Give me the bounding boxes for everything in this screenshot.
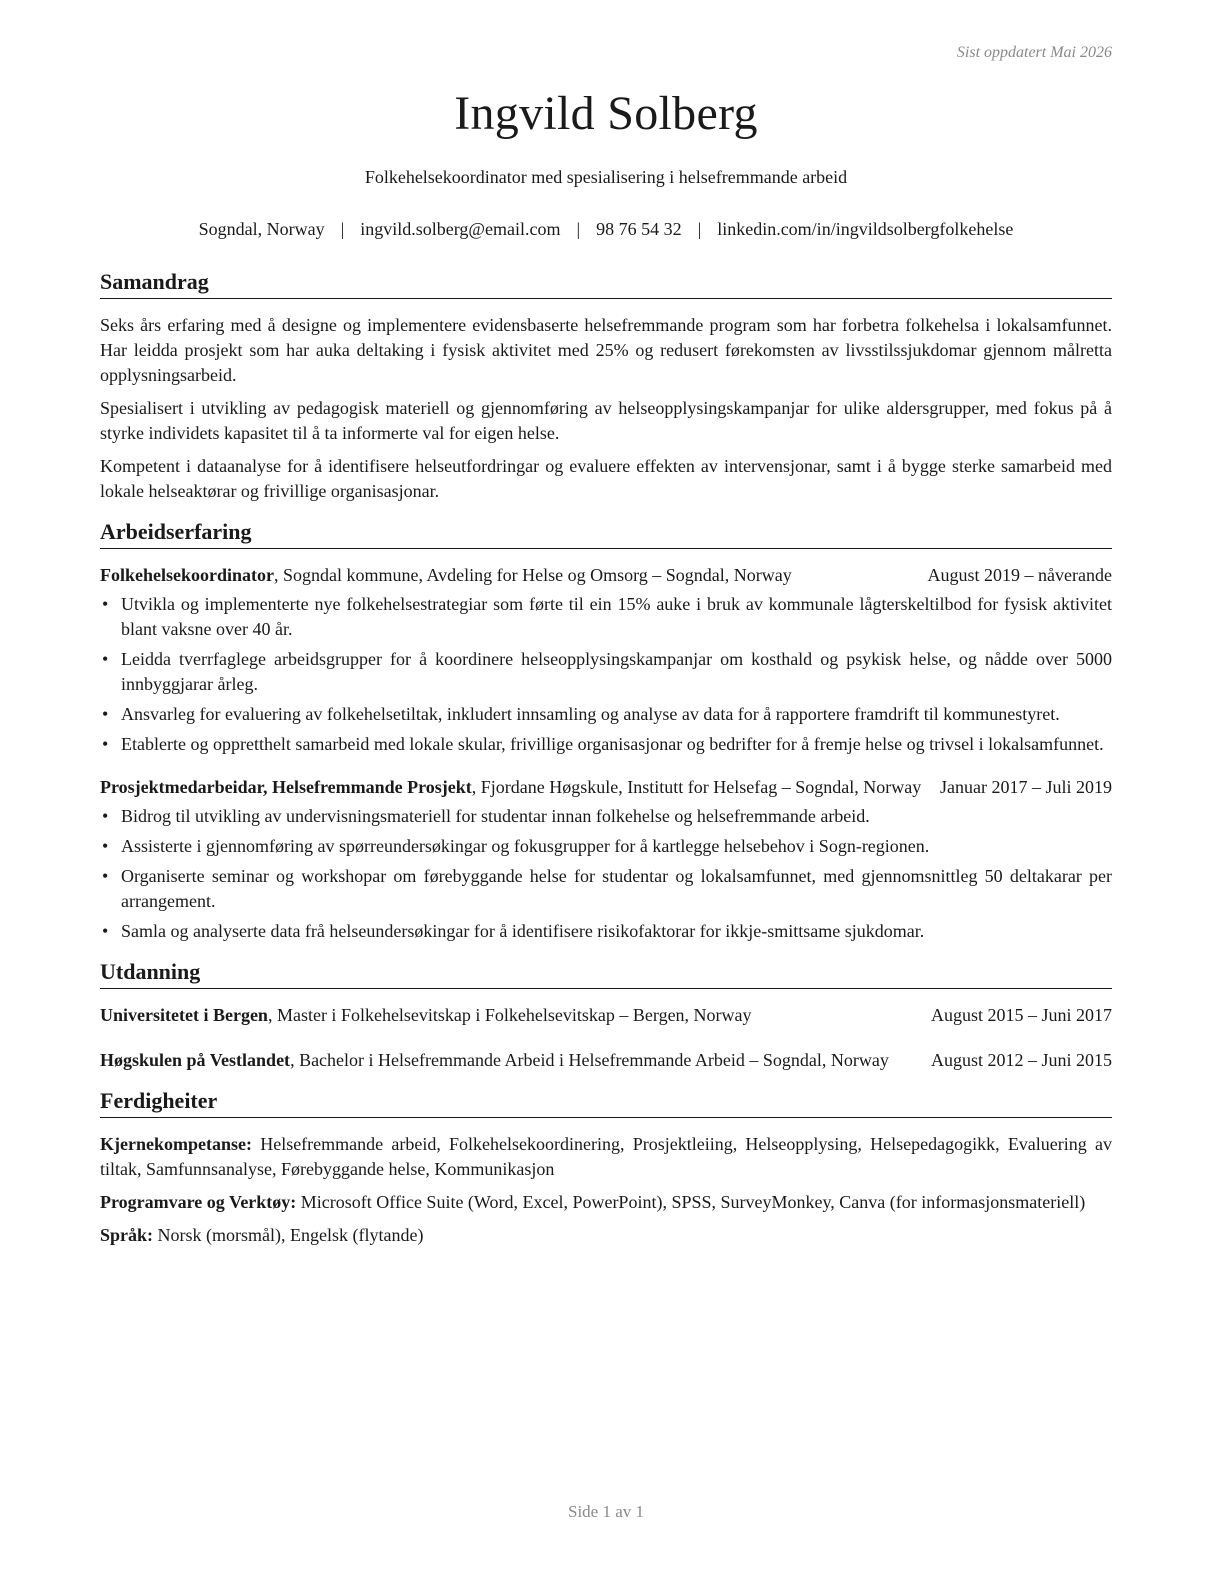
- education-school: Universitetet i Bergen: [100, 1005, 268, 1025]
- list-item: • Utvikla og implementerte nye folkehelsestrategiar som førte til ein 15% auke i bruk av kommunale lågterskeltilbod for fysisk aktivitet blant vaksne over 40 år.: [100, 592, 1112, 642]
- skill-line: [100, 1190, 1112, 1215]
- list-item: • Samla og analyserte data frå helseundersøkingar for å identifisere risikofaktorar for ikkje-smittsame sjukdomar.: [100, 919, 1112, 944]
- section-heading-skills: Ferdigheiter: [100, 1087, 1112, 1118]
- job-date: August 2019 – nåverande: [927, 565, 1112, 585]
- page-number: Side 1 av 1: [567, 1502, 645, 1521]
- contact-linkedin[interactable]: linkedin.com/in/ingvildsolbergfolkehelse: [717, 219, 1014, 239]
- skill-line: [100, 1132, 1112, 1182]
- contact-email[interactable]: ingvild.solberg@email.com: [360, 219, 561, 239]
- resume-page: [100, 0, 1112, 1584]
- skill-label: Programvare og Verktøy:: [100, 1192, 297, 1212]
- section-heading-experience: Arbeidserfaring: [100, 518, 1112, 549]
- summary-paragraph: Kompetent i dataanalyse for å identifisere helseutfordringar og evaluere effekten av intervensjonar, samt i å bygge sterke samarbeid med lokale helseaktørar og frivillige organisasjonar.: [100, 456, 1112, 501]
- job-title-line: [100, 775, 940, 800]
- job-title-line: [100, 563, 928, 588]
- education-line: [100, 1003, 931, 1028]
- section-heading-education: Utdanning: [100, 958, 1112, 989]
- education-degree: , Master i Folkehelsevitskap i Folkehelsevitskap – Bergen, Norway: [267, 1005, 752, 1025]
- contact-separator: |: [697, 219, 702, 239]
- job-subtitle: Folkehelsekoordinator med spesialisering i helsefremmande arbeid: [364, 167, 848, 187]
- job-title: Prosjektmedarbeidar, Helsefremmande Prosjekt: [100, 777, 472, 797]
- contact-phone: 98 76 54 32: [596, 219, 682, 239]
- person-name: Ingvild Solberg: [454, 87, 758, 140]
- job-title: Folkehelsekoordinator: [100, 565, 274, 585]
- job-entry: [100, 775, 1112, 944]
- skill-text: Norsk (morsmål), Engelsk (flytande): [153, 1225, 424, 1245]
- contact-location: Sogndal, Norway: [198, 219, 325, 239]
- job-employer: , Sogndal kommune, Avdeling for Helse og Omsorg – Sogndal, Norway: [274, 565, 792, 585]
- education-line: [100, 1048, 931, 1073]
- education-school: Høgskulen på Vestlandet: [100, 1050, 291, 1070]
- list-item: • Ansvarleg for evaluering av folkehelsetiltak, inkludert innsamling og analyse av data for å rapportere framdrift til kommunestyret.: [100, 702, 1112, 727]
- experience-section: [100, 518, 1112, 944]
- education-entry: [100, 1003, 1112, 1028]
- education-section: [100, 958, 1112, 1073]
- job-employer: , Fjordane Høgskule, Institutt for Helsefag – Sogndal, Norway: [471, 777, 922, 797]
- job-header: [100, 775, 1112, 800]
- contact-separator: |: [576, 219, 581, 239]
- education-date: August 2015 – Juni 2017: [930, 1005, 1112, 1025]
- skills-section: [100, 1087, 1112, 1248]
- skill-label: Kjernekompetanse:: [100, 1134, 252, 1154]
- skill-text: Helsefremmande arbeid, Folkehelsekoordinering, Prosjektleiing, Helseopplysing, Helsepedagogikk, Evaluering av tiltak, Samfunnsanalyse, Førebyggande helse, Kommunikasjon: [100, 1134, 1112, 1179]
- list-item: • Organiserte seminar og workshopar om førebyggande helse for studentar og lokalsamfunnet, med gjennomsnittleg 50 deltakarar per arrangement.: [100, 864, 1112, 914]
- list-item: • Etablerte og oppretthelt samarbeid med lokale skular, frivillige organisasjonar og bedrifter for å fremje helse og trivsel i lokalsamfunnet.: [100, 732, 1112, 757]
- contact-separator: |: [340, 219, 345, 239]
- section-heading-summary: Samandrag: [100, 268, 1112, 299]
- contact-line: [60, 219, 1152, 240]
- education-date: August 2012 – Juni 2015: [930, 1050, 1112, 1070]
- skill-label: Språk:: [100, 1225, 154, 1245]
- last-updated: Sist oppdatert Mai 2026: [956, 44, 1112, 61]
- list-item: • Assisterte i gjennomføring av spørreundersøkingar og fokusgrupper for å kartlegge helsebehov i Sogn-regionen.: [100, 834, 1112, 859]
- job-entry: [100, 563, 1112, 757]
- summary-paragraph: Spesialisert i utvikling av pedagogisk materiell og gjennomføring av helseopplysingskampanjar for ulike aldersgrupper, med fokus på å styrke individets kapasitet til å ta informerte val for eigen helse.: [100, 398, 1112, 443]
- skill-text: Microsoft Office Suite (Word, Excel, PowerPoint), SPSS, SurveyMonkey, Canva (for informasjonsmateriell): [296, 1192, 1086, 1212]
- list-item: • Bidrog til utvikling av undervisningsmateriell for studentar innan folkehelse og helsefremmande arbeid.: [100, 804, 1112, 829]
- summary-section: [100, 268, 1112, 504]
- skill-line: [100, 1223, 1112, 1248]
- resume-content: [100, 268, 1112, 1262]
- list-item: • Leidda tverrfaglege arbeidsgrupper for å koordinere helseopplysingskampanjar om kosthald og psykisk helse, og nådde over 5000 innbyggjarar årleg.: [100, 647, 1112, 697]
- job-bullets: [100, 804, 1112, 944]
- summary-paragraph: Seks års erfaring med å designe og implementere evidensbaserte helsefremmande program som har forbetra folkehelsa i lokalsamfunnet. Har leidda prosjekt som har auka deltaking i fysisk aktivitet med 25% og redusert førekomsten av livsstilssjukdomar gjennom målretta opplysningsarbeid.: [100, 315, 1112, 385]
- job-date: Januar 2017 – Juli 2019: [940, 777, 1112, 797]
- job-bullets: [100, 592, 1112, 757]
- education-entry: [100, 1048, 1112, 1073]
- education-degree: , Bachelor i Helsefremmande Arbeid i Helsefremmande Arbeid – Sogndal, Norway: [290, 1050, 889, 1070]
- job-header: [100, 563, 1112, 588]
